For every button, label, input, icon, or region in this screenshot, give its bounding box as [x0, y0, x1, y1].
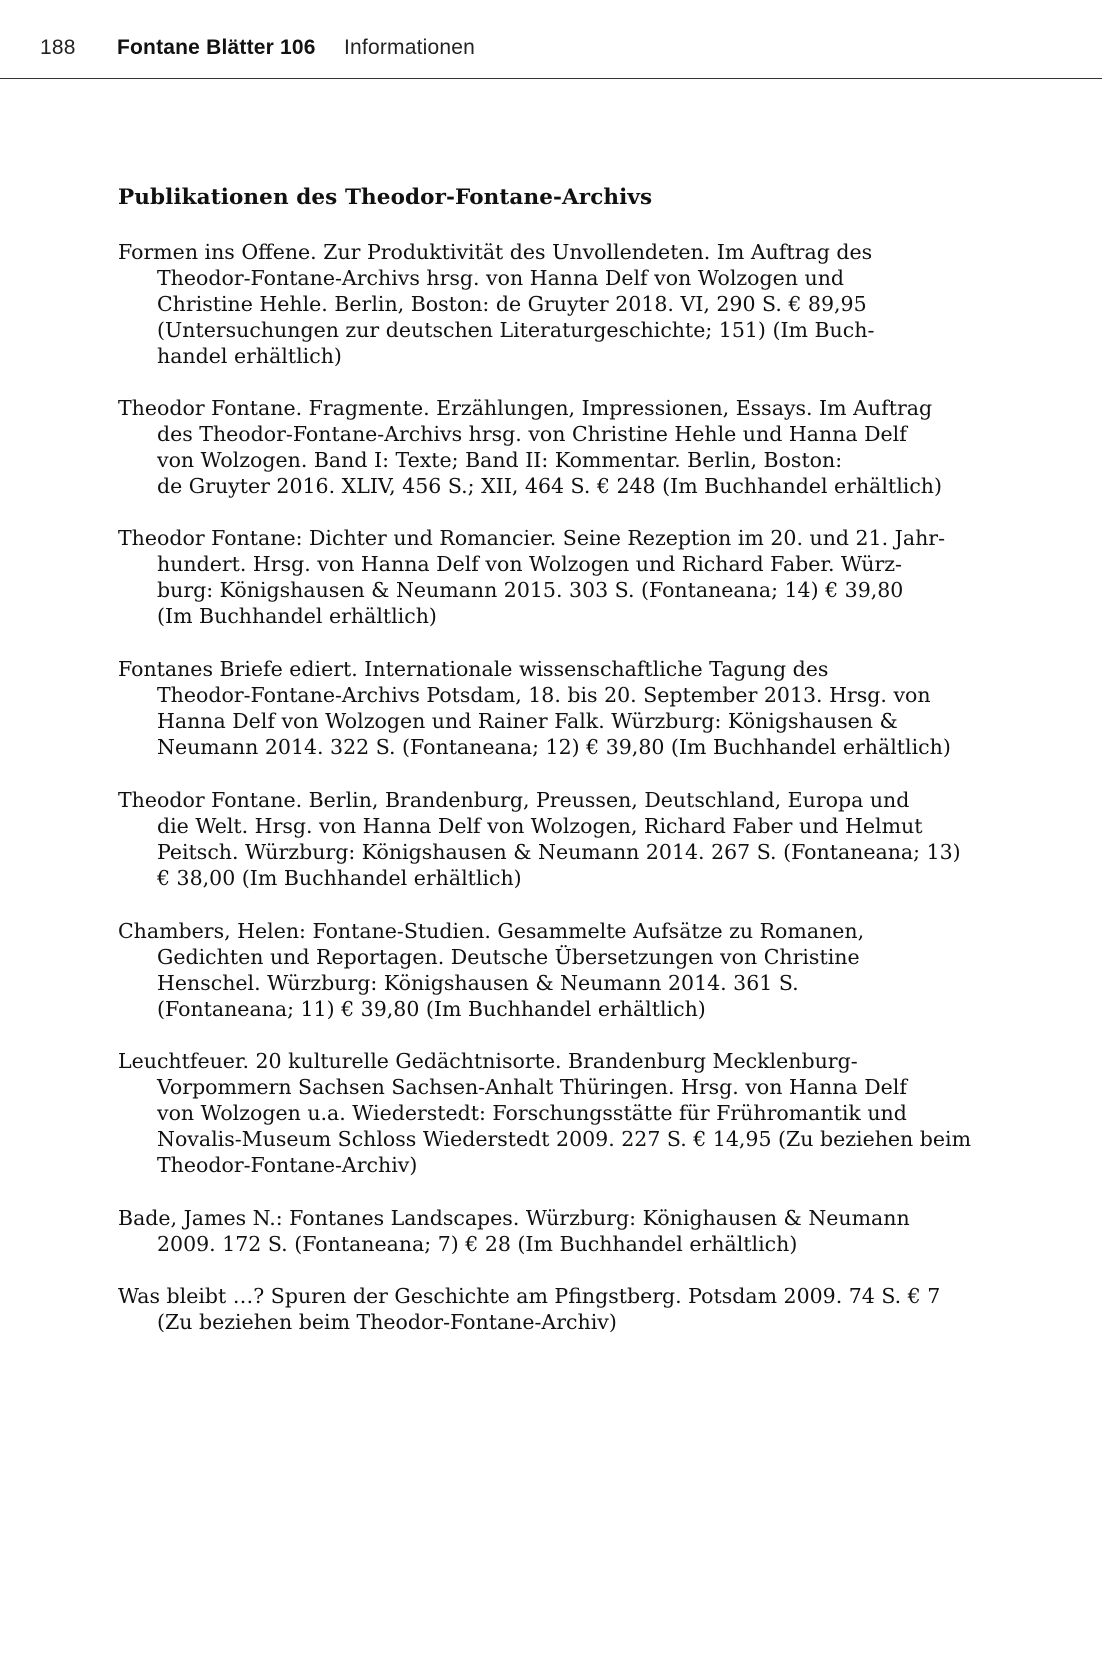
entry-line: Chambers, Helen: Fontane-Studien. Gesammelte Aufsätze zu Romanen,: [118, 919, 865, 943]
publication-entry: [118, 918, 864, 1022]
entry-line: Theodor Fontane. Berlin, Brandenburg, Preussen, Deutschland, Europa und: [118, 788, 910, 812]
entry-line: von Wolzogen u.a. Wiederstedt: Forschungsstätte für Frühromantik und: [157, 1101, 907, 1125]
entry-line: Peitsch. Würzburg: Königshausen & Neumann 2014. 267 S. (Fontaneana; 13): [157, 840, 961, 864]
entry-line: hundert. Hrsg. von Hanna Delf von Wolzogen und Richard Faber. Würz-: [157, 552, 902, 576]
publication-entry: [118, 525, 945, 629]
publication-entry: [118, 1283, 940, 1335]
entry-line: Hanna Delf von Wolzogen und Rainer Falk. Würzburg: Königshausen &: [157, 709, 898, 733]
entry-line: (Untersuchungen zur deutschen Literaturgeschichte; 151) (Im Buch-: [157, 318, 875, 342]
publication-entry: [118, 656, 951, 760]
entry-line: Christine Hehle. Berlin, Boston: de Gruyter 2018. VI, 290 S. € 89,95: [157, 292, 867, 316]
entry-line: (Im Buchhandel erhältlich): [157, 604, 437, 628]
running-head: [0, 0, 1102, 79]
entry-line: die Welt. Hrsg. von Hanna Delf von Wolzogen, Richard Faber und Helmut: [157, 814, 923, 838]
entry-line: Theodor-Fontane-Archivs Potsdam, 18. bis 20. September 2013. Hrsg. von: [157, 683, 931, 707]
entry-line: Henschel. Würzburg: Königshausen & Neumann 2014. 361 S.: [157, 971, 799, 995]
section-heading: Publikationen des Theodor-Fontane-Archivs: [118, 185, 653, 210]
publication-entry: [118, 239, 874, 369]
entry-line: burg: Königshausen & Neumann 2015. 303 S. (Fontaneana; 14) € 39,80: [157, 578, 904, 602]
publication-entry: [118, 1048, 971, 1178]
entry-line: Gedichten und Reportagen. Deutsche Übersetzungen von Christine: [157, 945, 860, 969]
entry-line: de Gruyter 2016. XLIV, 456 S.; XII, 464 S. € 248 (Im Buchhandel erhältlich): [157, 474, 942, 498]
entry-line: (Zu beziehen beim Theodor-Fontane-Archiv): [157, 1310, 617, 1334]
entry-line: Vorpommern Sachsen Sachsen-Anhalt Thüringen. Hrsg. von Hanna Delf: [157, 1075, 907, 1099]
journal-title: Fontane Blätter 106: [117, 36, 316, 59]
entry-line: Theodor-Fontane-Archiv): [157, 1153, 418, 1177]
entry-line: 2009. 172 S. (Fontaneana; 7) € 28 (Im Buchhandel erhältlich): [157, 1232, 798, 1256]
entry-line: Was bleibt …? Spuren der Geschichte am Pfingstberg. Potsdam 2009. 74 S. € 7: [118, 1284, 941, 1308]
entry-line: Theodor-Fontane-Archivs hrsg. von Hanna Delf von Wolzogen und: [157, 266, 845, 290]
publication-entry: [118, 787, 961, 891]
entry-line: € 38,00 (Im Buchhandel erhältlich): [157, 866, 522, 890]
publication-entry: [118, 395, 942, 499]
entry-line: Formen ins Offene. Zur Produktivität des Unvollendeten. Im Auftrag des: [118, 240, 873, 264]
entry-line: von Wolzogen. Band I: Texte; Band II: Kommentar. Berlin, Boston:: [157, 448, 843, 472]
entry-line: des Theodor-Fontane-Archivs hrsg. von Christine Hehle und Hanna Delf: [157, 422, 907, 446]
entry-line: Bade, James N.: Fontanes Landscapes. Würzburg: Könighausen & Neumann: [118, 1206, 910, 1230]
section-name: Informationen: [344, 36, 476, 59]
entry-line: Neumann 2014. 322 S. (Fontaneana; 12) € 39,80 (Im Buchhandel erhältlich): [157, 735, 951, 759]
entry-line: Leuchtfeuer. 20 kulturelle Gedächtnisorte. Brandenburg Mecklenburg-: [118, 1049, 858, 1073]
entry-line: Fontanes Briefe ediert. Internationale wissenschaftliche Tagung des: [118, 657, 829, 681]
publication-entry: [118, 1205, 910, 1257]
entry-line: Theodor Fontane: Dichter und Romancier. Seine Rezeption im 20. und 21. Jahr-: [118, 526, 946, 550]
page-number: 188: [40, 36, 76, 59]
entry-line: (Fontaneana; 11) € 39,80 (Im Buchhandel erhältlich): [157, 997, 706, 1021]
entry-line: Theodor Fontane. Fragmente. Erzählungen, Impressionen, Essays. Im Auftrag: [118, 396, 933, 420]
entry-line: Novalis-Museum Schloss Wiederstedt 2009. 227 S. € 14,95 (Zu beziehen beim: [157, 1127, 972, 1151]
entry-line: handel erhältlich): [157, 344, 342, 368]
